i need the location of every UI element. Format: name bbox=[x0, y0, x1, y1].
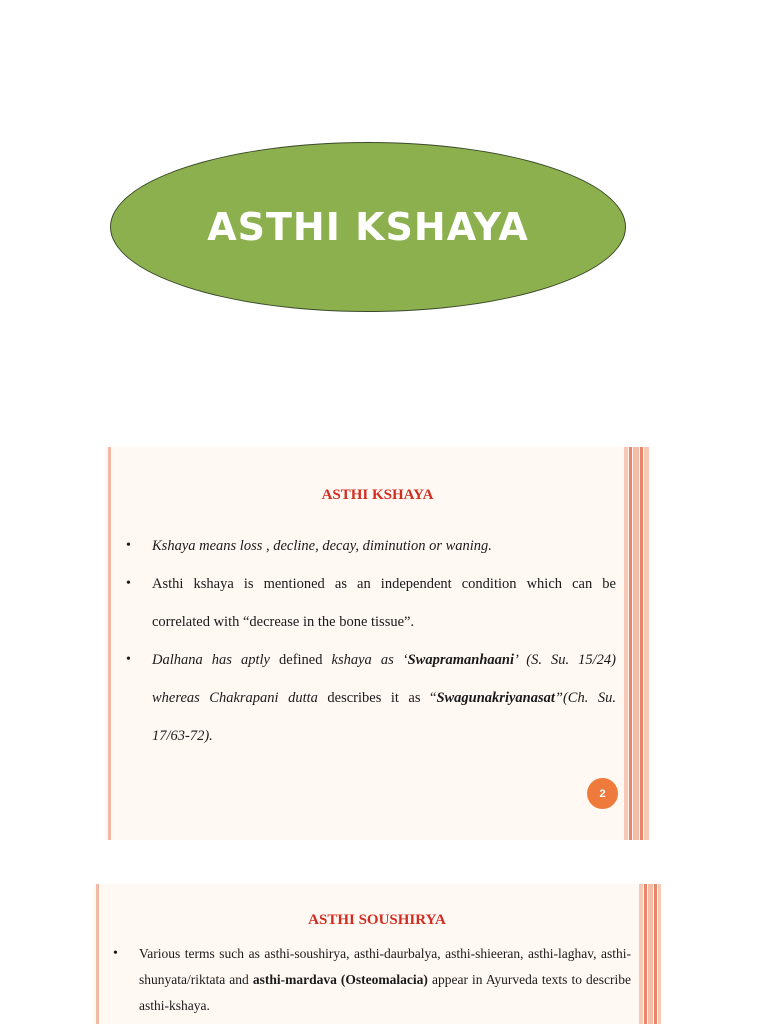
bullet-item bbox=[113, 941, 631, 1019]
bullet-list bbox=[126, 527, 616, 755]
bullet-text-italic: ’ (S. Su. 15/24) whereas Chakrapani dutta bbox=[152, 652, 616, 706]
bullet-text: appear in Ayurveda texts to describe asthi-kshaya. bbox=[139, 972, 631, 1013]
slide-title: ASTHI SOUSHIRYA bbox=[308, 912, 446, 928]
bullet-text-bold: asthi-mardava (Osteomalacia) bbox=[252, 972, 428, 987]
slide-left-border bbox=[108, 447, 111, 840]
slide-right-border bbox=[639, 884, 661, 1024]
sanskrit-term: Swapramanhaani bbox=[407, 652, 514, 668]
bullet-text: describes it as “ bbox=[317, 690, 437, 706]
bullet-text-line: • Asthi kshaya is mentioned as an independent condition which can be bbox=[152, 576, 616, 592]
bullet-text: Kshaya means loss , decline, decay, diminution or waning. bbox=[152, 538, 492, 554]
citation: ”(Ch. Su. 17/63-72). bbox=[152, 690, 616, 744]
sanskrit-term: Swagunakriyanasat bbox=[436, 690, 555, 706]
bullet-text-italic: Dalhana has aptly bbox=[152, 652, 270, 668]
slide-left-border bbox=[96, 884, 99, 1024]
slide-2 bbox=[93, 884, 661, 1024]
page-number-badge: 2 bbox=[587, 778, 618, 809]
cover-title: ASTHI KSHAYA bbox=[207, 205, 529, 249]
bullet-text: defined bbox=[269, 652, 332, 668]
bullet-item bbox=[126, 641, 616, 755]
bullet-item bbox=[126, 565, 616, 641]
slide-right-border bbox=[624, 447, 649, 840]
bullet-text: Various terms such as asthi-soushirya, asthi-daurbalya, asthi-shieeran, asthi-laghav, asthi-shunyata/riktata and bbox=[139, 946, 631, 987]
slide-title: ASTHI KSHAYA bbox=[321, 487, 434, 503]
bullet-item bbox=[126, 527, 616, 565]
cover-title-oval bbox=[110, 142, 626, 312]
slide-1 bbox=[106, 447, 649, 840]
bullet-text-italic: kshaya as ‘ bbox=[331, 652, 408, 668]
bullet-list bbox=[113, 941, 631, 1019]
bullet-text-line: correlated with “decrease in the bone tissue”. bbox=[152, 614, 415, 630]
